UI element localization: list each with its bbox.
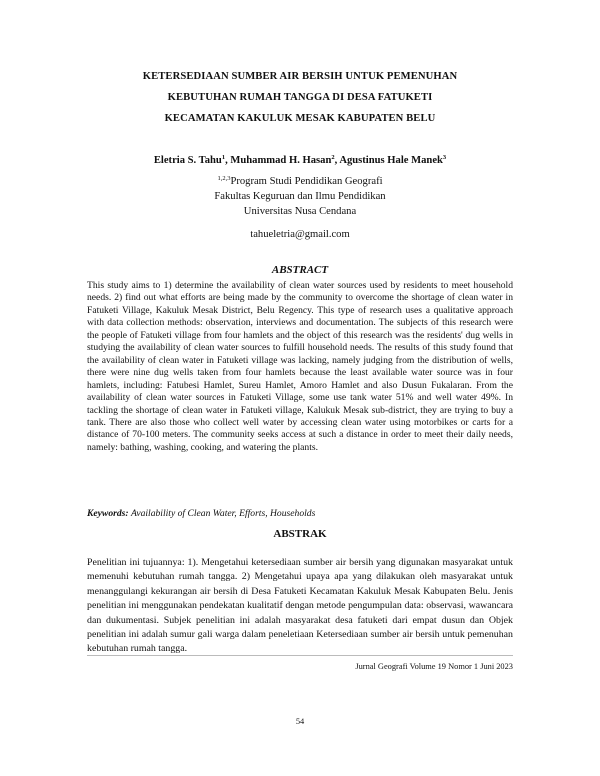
author-list: Eletria S. Tahu$^1$, Muhammad H. Hasan$^2$, Agustinus Hale Manek$^3$ <box>153 154 447 166</box>
affiliation-mark: 1,2,3 <box>217 175 231 182</box>
author-mark: 3 <box>442 154 447 161</box>
footer-divider <box>87 655 513 656</box>
author-name: Muhammad H. Hasan <box>230 155 332 166</box>
keywords-text: Availability of Clean Water, Efforts, Households <box>130 508 316 519</box>
author-name: Eletria S. Tahu <box>153 155 222 166</box>
abstract-body: This study aims to 1) determine the availability of clean water sources used by residents to meet household needs. 2) find out what efforts are being made by the community to overcome the shortage of clean water in Fatuketi Village, Kakuluk Mesak District, Belu Regency. This type of research uses a qualitative approach with data collection methods: observation, interviews and documentation. The subjects of this research were the people of Fatuketi village from four hamlets and the object of this research was the residents' dug wells in studying the availability of clean water sources to fulfill household needs. The results of this study found that the availability of clean water in Fatuketi village was lacking, namely judging from the distribution of wells, there were nine dug wells taken from four hamlets because the least available water source was in four hamlets, including: Fatubesi Hamlet, Sureu Hamlet, Amoro Hamlet and also Dusun Fukalaran. From the availability of clean water sources in Fatuketi Village, some use tank water 51% and well water 49%. In tackling the shortage of clean water in Fatuketi village, Kalukuk Mesak sub-district, they are trying to buy a tank. There are also those who collect well water by accessing clean water using motorbikes or carts for a distance of 70-100 meters. The community seeks access at such a distance in order to meet their daily needs, namely: bathing, washing, cooking, and watering the plants. <box>87 280 513 453</box>
keywords <box>87 508 513 519</box>
title-line-2: KEBUTUHAN RUMAH TANGGA DI DESA FATUKETI <box>167 92 433 103</box>
journal-info: Jurnal Geografi Volume 19 Nomor 1 Juni 2023 <box>355 662 513 671</box>
page-number: 54 <box>295 717 305 726</box>
title-line-3: KECAMATAN KAKULUK MESAK KABUPATEN BELU <box>164 113 436 124</box>
author-name: Agustinus Hale Manek <box>339 155 443 166</box>
author-mark: 2 <box>331 154 335 161</box>
paper-title <box>60 66 540 129</box>
author-email: tahueletria@gmail.com <box>250 229 350 240</box>
keywords-label: Keywords: <box>87 508 129 519</box>
abstrak-heading: ABSTRAK <box>273 528 327 540</box>
title-line-1: KETERSEDIAAN SUMBER AIR BERSIH UNTUK PEMENUHAN <box>142 71 458 82</box>
affiliation-line-1: Program Studi Pendidikan Geografi <box>230 176 383 187</box>
author-mark: 1 <box>221 154 226 161</box>
abstract-heading: ABSTRACT <box>271 264 329 276</box>
affiliation-line-2: Fakultas Keguruan dan Ilmu Pendidikan <box>214 191 386 202</box>
abstrak-body: Penelitian ini tujuannya: 1). Mengetahui ketersediaan sumber air bersih yang digunakan masyarakat untuk memenuhi kebutuhan rumah tangga. 2) Mengetahui upaya apa yang dilakukan oleh masyarakat untuk menanggulangi kekurangan air bersih di Desa Fatuketi Kecamatan Kakuluk Mesak Kabupaten Belu. Jenis penelitian ini menggunakan pendekatan kualitatif dengan metode pengumpulan data: observasi, wawancara dan dukumentasi. Subjek penelitian ini adalah masyarakat desa fatuketi dari empat dusun dan Objek penelitian ini adalah sumur gali warga dalam peneletiaan Ketersediaan sumber air bersih untuk pemenuhan kebutuhan rumah tangga. <box>87 557 513 655</box>
affiliation <box>0 171 600 219</box>
affiliation-line-3: Universitas Nusa Cendana <box>243 206 357 217</box>
